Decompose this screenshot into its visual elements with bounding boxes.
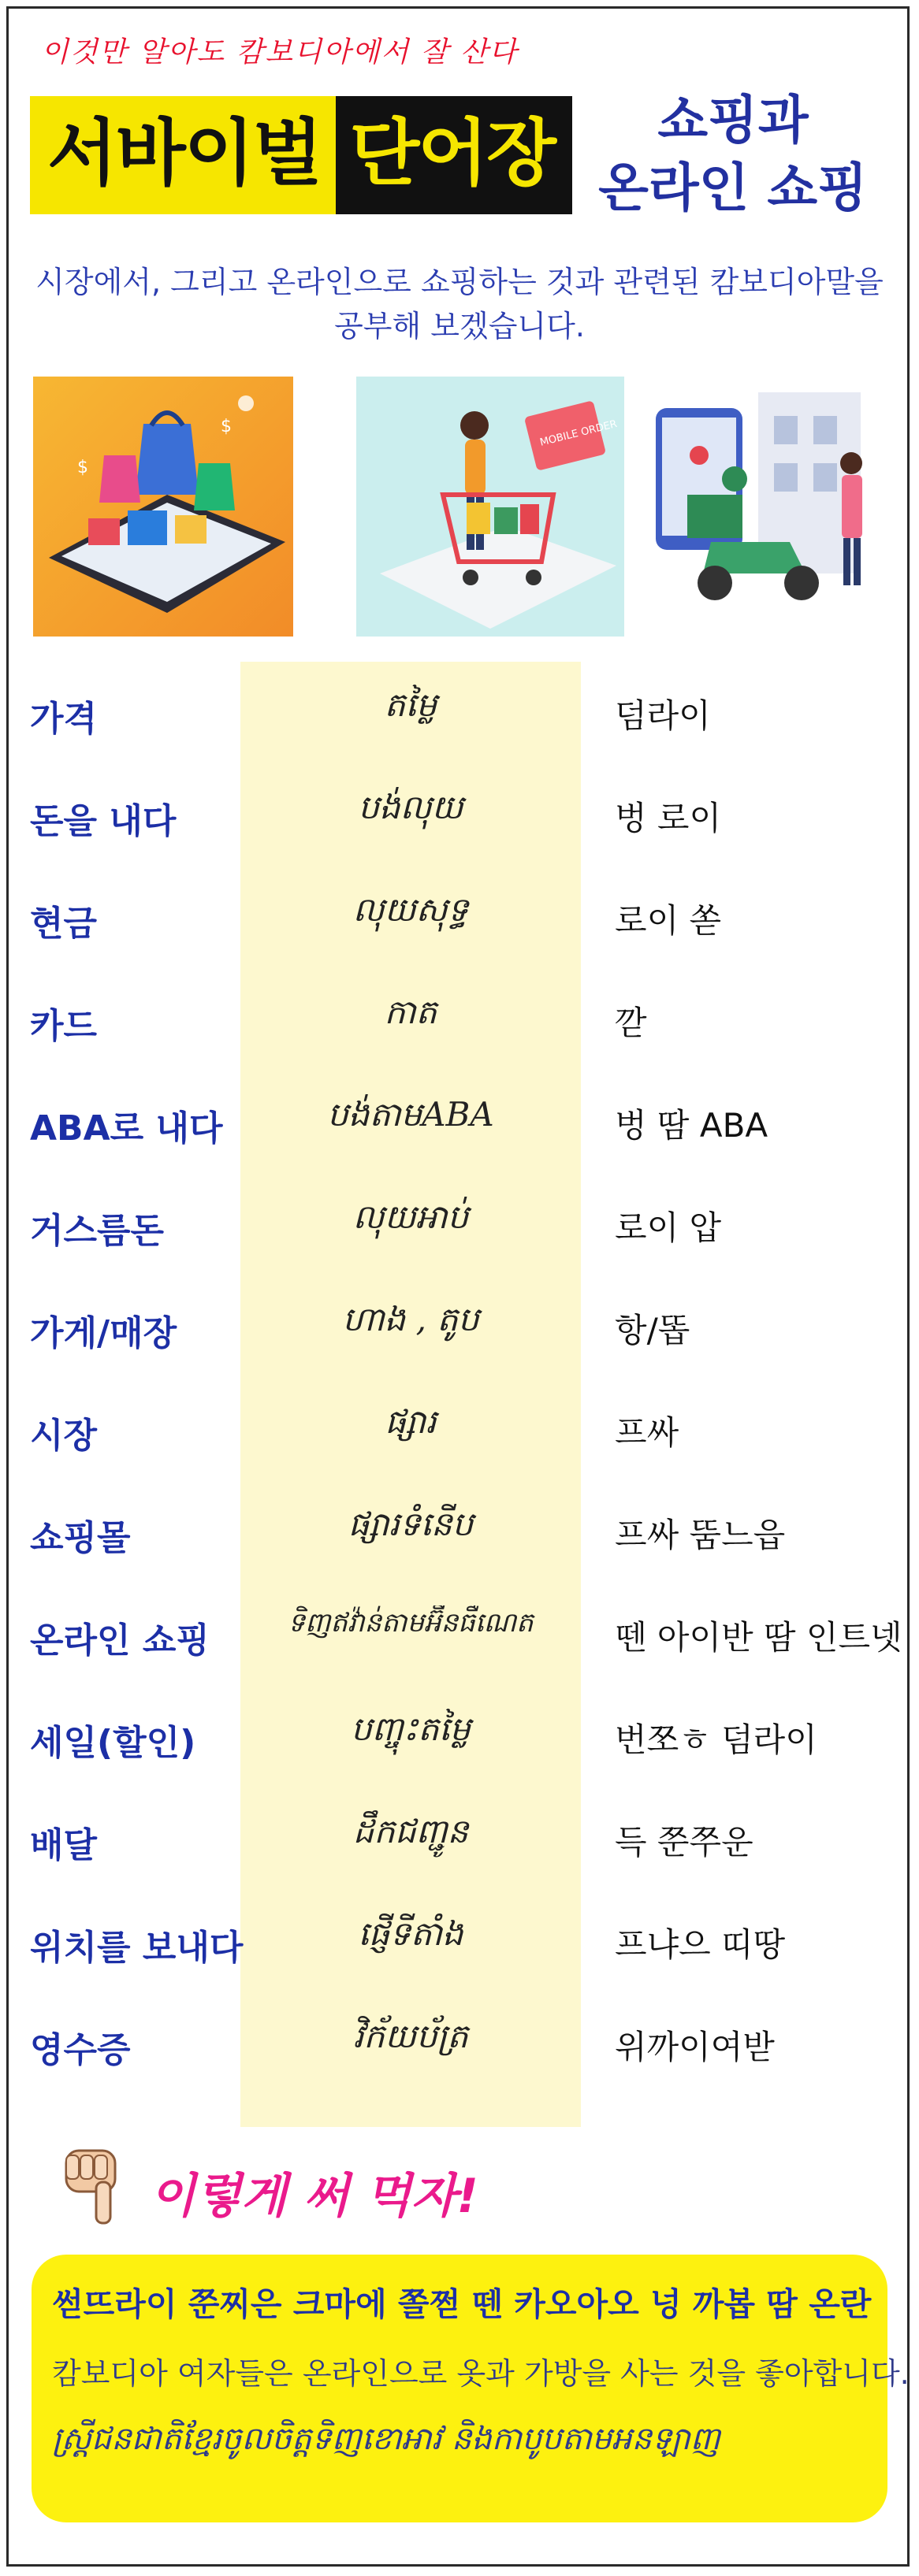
khmer-word: លុយអាប់ — [352, 1197, 469, 1236]
khmer-word: ដឹកជញ្ជូន — [352, 1812, 469, 1850]
vocab-row — [0, 1686, 919, 1788]
vocab-row — [0, 662, 919, 764]
khmer-word: ហាង , តូប — [342, 1300, 479, 1338]
intro-line-1: 시장에서, 그리고 온라인으로 쇼핑하는 것과 관련된 캄보디아말을 — [35, 265, 884, 299]
example-sentence-box — [32, 2255, 910, 2522]
delivery-scooter-illustration — [640, 377, 892, 637]
shopping-cart-woman-illustration — [356, 377, 624, 637]
mobile-order-sign: MOBILE ORDER — [538, 418, 619, 449]
korean-word: 온라인 쇼핑 — [30, 1620, 210, 1661]
vocab-row — [0, 1993, 919, 2095]
example-khmer: ស្ត្រីជនជាតិខ្មែរចូលចិត្តទិញខោអាវ និងកាបូបតាមអនឡាញ — [52, 2421, 720, 2457]
vocab-row — [0, 1891, 919, 1993]
vocab-row — [0, 1481, 919, 1583]
pronunciation: 뗀 아이반 땀 인트넷 — [615, 1618, 902, 1657]
vocab-row — [0, 1276, 919, 1379]
pronunciation: 프냐으 띠땅 — [615, 1925, 786, 1964]
pronunciation: 깓 — [615, 1004, 647, 1042]
korean-word: 현금 — [30, 904, 98, 944]
korean-word: 돈을 내다 — [30, 801, 177, 841]
khmer-word: បញ្ចុះតម្លៃ — [351, 1709, 471, 1748]
khmer-word: បង់លុយ — [358, 788, 463, 826]
topic-line-1: 쇼핑과 — [657, 90, 809, 150]
korean-word: 가게/매장 — [30, 1313, 177, 1353]
online-shopping-phone-illustration — [33, 377, 293, 637]
pronunciation: 벙 땀 ABA — [615, 1106, 768, 1145]
vocab-row — [0, 1583, 919, 1686]
korean-word: 세일(할인) — [30, 1723, 196, 1763]
pronunciation: 위까이여받 — [615, 2028, 775, 2066]
use-it-callout: 이렇게 써 먹자! — [150, 2169, 478, 2224]
khmer-word: បង់តាមABA — [327, 1095, 494, 1134]
korean-word: 쇼핑몰 — [30, 1518, 131, 1558]
pronunciation: 로이 쏟 — [615, 901, 722, 940]
korean-word: 영수증 — [30, 2030, 131, 2070]
pronunciation: 덤라이 — [615, 696, 711, 735]
svg-text:$: $ — [221, 417, 232, 436]
korean-word: 가격 — [30, 699, 98, 739]
vocab-row — [0, 969, 919, 1071]
khmer-word: តម្លៃ — [384, 685, 437, 724]
title-survival: 서바이벌 — [30, 96, 336, 214]
vocab-row — [0, 1174, 919, 1276]
korean-word: 시장 — [30, 1416, 98, 1456]
tagline: 이것만 알아도 캄보디아에서 잘 산다 — [41, 36, 519, 69]
pronunciation: 번쪼ㅎ 덤라이 — [615, 1720, 817, 1759]
pronunciation: 벙 로이 — [615, 799, 722, 837]
example-romanized: 썯뜨라이 쭌찌은 크마에 쫄쩓 뗀 카오아오 넝 까봅 땀 온란 — [52, 2285, 872, 2323]
khmer-word: កាត — [384, 993, 437, 1031]
vocab-row — [0, 1379, 919, 1481]
khmer-word: ផ្សារទំនើប — [348, 1505, 474, 1543]
khmer-word: ផ្សារ — [385, 1402, 437, 1441]
khmer-word: វិក័យប័ត្រ — [353, 2017, 468, 2055]
example-korean: 캄보디아 여자들은 온라인으로 옷과 가방을 사는 것을 좋아합니다. — [52, 2356, 910, 2391]
korean-word: 배달 — [30, 1825, 98, 1865]
korean-word: 카드 — [30, 1006, 98, 1046]
svg-text:$: $ — [77, 458, 88, 477]
vocab-row — [0, 867, 919, 969]
title-wordbook: 단어장 — [336, 96, 573, 214]
pronunciation: 로이 압 — [615, 1208, 722, 1247]
pointing-hand-icon — [49, 2143, 136, 2233]
vocab-row — [0, 1071, 919, 1174]
pronunciation: 항/똡 — [615, 1311, 690, 1349]
khmer-word: ផ្ញើទីតាំង — [358, 1914, 463, 1953]
pronunciation: 프싸 뚬느읍 — [615, 1516, 786, 1554]
topic-heading — [583, 87, 883, 222]
khmer-word: លុយសុទ្ធ — [352, 890, 469, 929]
khmer-word: ទិញឥវ៉ាន់តាមអ៊ីនធឺណេត — [288, 1607, 534, 1639]
page-title — [30, 96, 572, 214]
pronunciation: 프싸 — [615, 1413, 679, 1452]
korean-word: 위치를 보내다 — [30, 1928, 244, 1968]
intro-line-2: 공부해 보겠습니다. — [334, 309, 585, 343]
korean-word: 거스름돈 — [30, 1211, 165, 1251]
intro-text — [24, 260, 895, 348]
vocab-row — [0, 1788, 919, 1891]
korean-word: ABA로 내다 — [30, 1108, 223, 1149]
vocab-row — [0, 764, 919, 867]
pronunciation: 득 쭌쭈운 — [615, 1823, 753, 1861]
topic-line-2: 온라인 쇼핑 — [598, 158, 868, 218]
